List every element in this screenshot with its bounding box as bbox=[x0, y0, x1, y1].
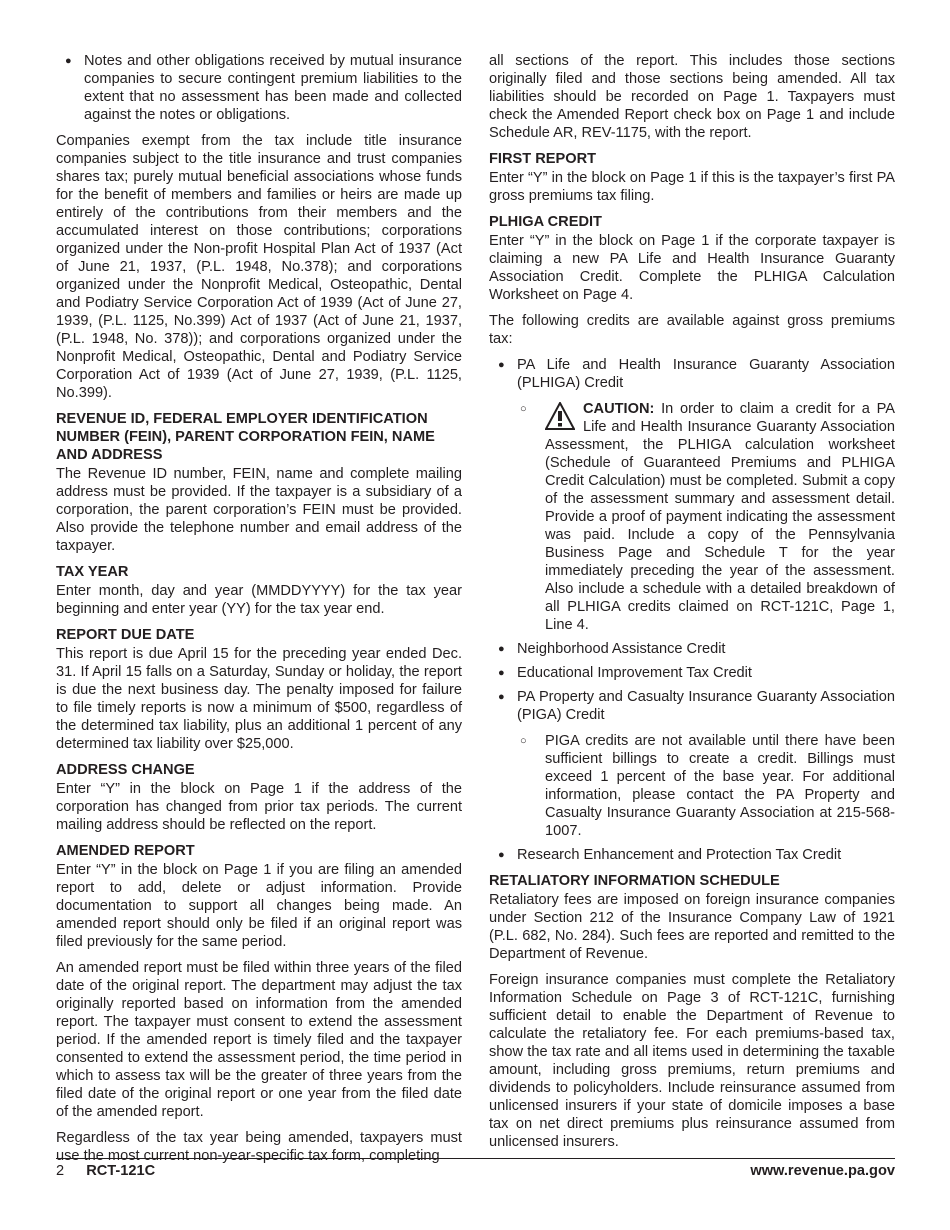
right-column bbox=[489, 52, 895, 1159]
tax-year-text: Enter month, day and year (MMDDYYYY) for the tax year beginning and enter year (YY) for the tax year end. bbox=[56, 583, 462, 617]
address-change-text: Enter “Y” in the block on Page 1 if the address of the corporation has changed from prior tax periods. The current mailing address should be reflected on the report. bbox=[56, 781, 462, 833]
credit-item-piga bbox=[489, 688, 895, 840]
credit-plhiga-label: PA Life and Health Insurance Guaranty Association (PLHIGA) Credit bbox=[517, 357, 895, 391]
amended-continued: all sections of the report. This includes those sections originally filed and those sections being amended. All tax liabilities should be recorded on Page 1. Taxpayers must check the Amended Report check box on Page 1 and include Schedule AR, REV-1175, with the report. bbox=[489, 53, 895, 141]
first-report-heading: FIRST REPORT bbox=[489, 151, 597, 167]
footer-divider bbox=[56, 1158, 895, 1159]
left-column bbox=[56, 52, 462, 1173]
caution-text: In order to claim a credit for a PA Life and Health Insurance Guaranty Association Assessment, the PLHIGA calculation worksheet (Schedule of Guaranteed Premiums and PLHIGA Credit Calculation) must be completed. Submit a copy of the assessment summary and assessment detail. Provide a proof of payment indicating the assessment was paid. Include a copy of the Pennsylvania Business Page and Schedule T for the year immediately preceding the year of the assessment. Also include a schedule with a detailed breakdown of all PLHIGA credits claimed on RCT-121C, Page 1, Line 4. bbox=[545, 401, 895, 633]
revenue-id-heading: REVENUE ID, FEDERAL EMPLOYER IDENTIFICATION NUMBER (FEIN), PARENT CORPORATION FEIN, NAME AND ADDRESS bbox=[56, 411, 435, 463]
page-number: 2 bbox=[56, 1163, 65, 1179]
caution-label: CAUTION: bbox=[583, 401, 655, 417]
form-id: RCT-121C bbox=[86, 1163, 156, 1179]
due-date-text: This report is due April 15 for the preceding year ended Dec. 31. If April 15 falls on a Saturday, Sunday or holiday, the report is due the next business day. The penalty imposed for failure to file timely reports is now a minimum of $500, regardless of the determined tax liability, plus an additional 1 percent of any determined tax liability over $25,000. bbox=[56, 646, 462, 752]
credits-list bbox=[489, 356, 895, 864]
credit-piga-label: PA Property and Casualty Insurance Guaranty Association (PIGA) Credit bbox=[517, 689, 895, 723]
piga-detail: ○ PIGA credits are not available until there have been sufficient billings to create a credit. Billings must exceed 1 percent of the base year. For additional information, please contact the PA Property and Casualty Insurance Guaranty Association at 215-568-1007. bbox=[517, 732, 895, 840]
credit-item-plhiga bbox=[489, 356, 895, 634]
retaliatory-text-1: Retaliatory fees are imposed on foreign insurance companies under Section 212 of the Insurance Company Law of 1921 (P.L. 682, No. 284). Such fees are reported and remitted to the Department of Revenue. bbox=[489, 892, 895, 962]
retaliatory-text-2: Foreign insurance companies must complete the Retaliatory Information Schedule on Page 3 of RCT-121C, furnishing sufficient detail to enable the Department of Revenue to calculate the retaliatory fee. For each premiums-based tax, show the tax rate and all items used in determining the taxable amount, including gross premiums, return premiums and dividends to policyholders. Include reinsurance assumed from unlicensed insurers if your state of domicile imposes a base tax on net direct premiums plus reinsurance assumed from unlicensed insurers. bbox=[489, 972, 895, 1150]
amended-text-3: Regardless of the tax year being amended, taxpayers must use the most current non-year-specific tax form, completing bbox=[56, 1130, 462, 1164]
amended-heading: AMENDED REPORT bbox=[56, 843, 195, 859]
first-report-text: Enter “Y” in the block on Page 1 if this is the taxpayer’s first PA gross premiums tax filing. bbox=[489, 170, 895, 204]
tax-year-heading: TAX YEAR bbox=[56, 564, 129, 580]
credit-item-educational: ● Educational Improvement Tax Credit bbox=[489, 664, 895, 682]
website-url: www.revenue.pa.gov bbox=[750, 1163, 895, 1179]
caution-warning-icon bbox=[545, 402, 575, 430]
caution-item bbox=[517, 400, 895, 634]
plhiga-sublist bbox=[517, 400, 895, 634]
revenue-id-text: The Revenue ID number, FEIN, name and complete mailing address must be provided. If the taxpayer is a subsidiary of a corporation, the parent corporation’s FEIN must be provided. Also provide the telephone number and email address of the taxpayer. bbox=[56, 466, 462, 554]
amended-text-2: An amended report must be filed within three years of the filed date of the original report. The department may adjust the tax originally reported based on information from the amended report. The taxpayer must consent to extend the assessment period. If the amended report is timely filed and the taxpayer consented to extend the assessment period, the time period in which to assess tax will be the greater of three years from the filed date of the original report or one year from the filed date of the amended report. bbox=[56, 960, 462, 1120]
plhiga-text: Enter “Y” in the block on Page 1 if the corporate taxpayer is claiming a new PA Life and Health Insurance Guaranty Association Credit. Complete the PLHIGA Calculation Worksheet on Page 4. bbox=[489, 233, 895, 303]
amended-text-1: Enter “Y” in the block on Page 1 if you are filing an amended report to add, delete or adjust information. Provide documentation to support all changes being made. An amended report should only be filed if an original report was filed previously for the same period. bbox=[56, 862, 462, 950]
credit-item-neighborhood: ● Neighborhood Assistance Credit bbox=[489, 640, 895, 658]
credit-item-research: ● Research Enhancement and Protection Tax Credit bbox=[489, 846, 895, 864]
address-change-heading: ADDRESS CHANGE bbox=[56, 762, 195, 778]
piga-sublist bbox=[517, 732, 895, 840]
exempt-paragraph: Companies exempt from the tax include title insurance companies subject to the title insurance and trust companies shares tax; purely mutual beneficial associations whose funds for the benefit of members and families or heirs are made up entirely of the contributions from their members and the accumulated interest on those contributions; corporations organized under the Non-profit Hospital Plan Act of 1937 (Act of June 21, 1937, (P.L. 1948, No.378); and corporations organized under the Nonprofit Medical, Osteopathic, Dental and Podiatry Service Corporation Act of 1939 (Act of June 27, 1939, (P.L. 1125, No.399) Act of 1937 (Act of June 21, 1937, (P.L. 1948, No. 378)); and corporations organized under the Nonprofit Medical, Osteopathic, Dental and Podiatry Service Corporation Act of 1939 (Act of June 27, 1939, (P.L. 1125, No.399). bbox=[56, 133, 462, 401]
due-date-heading: REPORT DUE DATE bbox=[56, 627, 195, 643]
page-footer bbox=[56, 1163, 895, 1179]
bullet-notes: ● Notes and other obligations received by mutual insurance companies to secure contingent premium liabilities to the extent that no assessment has been made and collected against the notes or obligations. bbox=[56, 52, 462, 124]
bullet-list bbox=[56, 52, 462, 124]
plhiga-heading: PLHIGA CREDIT bbox=[489, 214, 602, 230]
retaliatory-heading: RETALIATORY INFORMATION SCHEDULE bbox=[489, 873, 780, 889]
credits-intro: The following credits are available against gross premiums tax: bbox=[489, 313, 895, 347]
